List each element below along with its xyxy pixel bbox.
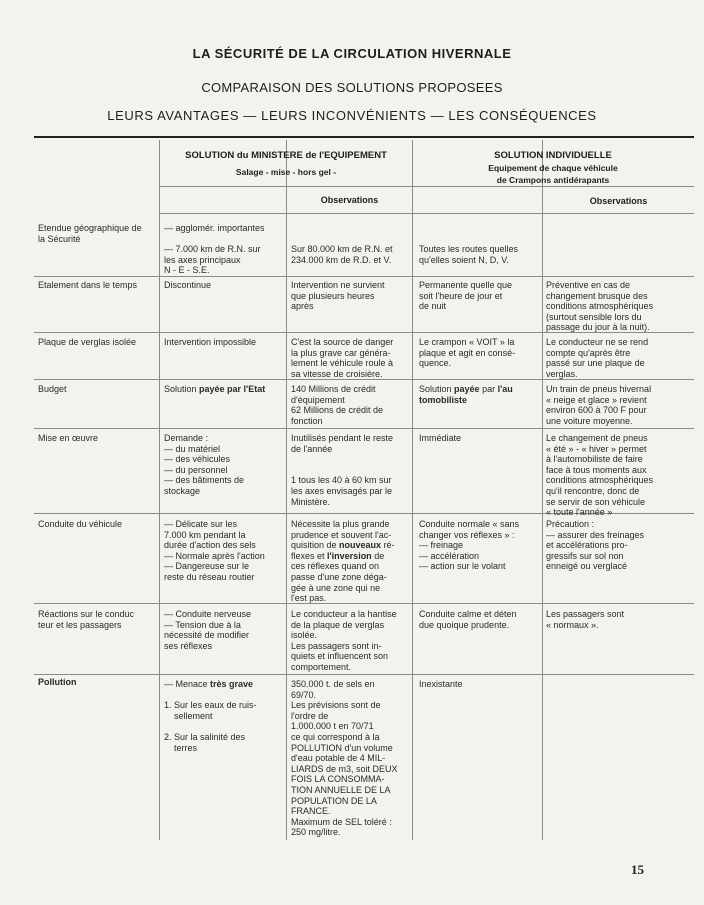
cell-obs-ministere: 350.000 t. de sels en 69/70. Les prévisions sont de l'ordre de 1.000.000 t en 70/71 ce qui correspond à la POLLUTION d'un volume d'eau potable de 4 MIL- LIARDS de m3, soit DEUX FOIS LA CONSOMMA- TION ANNUELLE DE LA POPULATION DE LA FRANCE. Maximum de SEL toléré : 250 mg/litre.: [291, 679, 398, 838]
cell-obs-individuelle: Le changement de pneus « été » - « hiver » permet à l'automobiliste de faire face à tous moments aux conditions atmosphériques qu'il rencontre, donc de se servir de son véhicule « toute l'année »: [546, 433, 654, 518]
cell-ministere: — agglomér. importantes — 7.000 km de R.N. sur les axes principaux N - E - S.E.: [164, 223, 265, 276]
cell-obs-ministere: Le conducteur a la hantise de la plaque de verglas isolée. Les passagers sont in- quiets et influencent son comportement.: [291, 609, 397, 672]
cell-ministere: — Délicate sur les 7.000 km pendant la durée d'action des sels — Normale après l'action — Dangereuse sur le reste du réseau routier: [164, 519, 265, 582]
cell-individuelle: Inexistante: [419, 679, 463, 689]
cell-ministere: Discontinue: [164, 280, 212, 290]
row-label: Etendue géographique de la Sécurité: [38, 223, 142, 244]
column-divider: [159, 140, 160, 840]
cell-obs-individuelle: Le conducteur ne se rend compte qu'après être passé sur une plaque de verglas.: [546, 337, 649, 379]
row-label: Réactions sur le conduc teur et les passagers: [38, 609, 135, 630]
row-label: Mise en œuvre: [38, 433, 99, 443]
cell-obs-ministere: Intervention ne survient que plusieurs heures après: [291, 280, 385, 312]
header-ministere: [160, 150, 412, 178]
page-subtitle-2: LEURS AVANTAGES — LEURS INCONVÉNIENTS — LES CONSÉQUENCES: [107, 108, 597, 123]
cell-obs-ministere: 140 Millions de crédit d'équipement 62 Millions de crédit de fonction: [291, 384, 384, 426]
cell-individuelle: Solution payée par l'au tomobiliste: [419, 384, 513, 405]
header-ministere-title: SOLUTION du MINISTERE de l'EQUIPEMENT: [185, 150, 387, 161]
row-label: Conduite du véhicule: [38, 519, 123, 529]
cell-obs-ministere: Nécessite la plus grande prudence et souvent l'ac- quisition de nouveaux ré- flexes et l'inversion de ces réflexes quand on passe d'une zone déga- gée à une zone qui ne l'est pas.: [291, 519, 395, 604]
cell-obs-ministere: Inutilisés pendant le reste de l'année 1 tous les 40 à 60 km sur les axes envisagés par le Ministère.: [291, 433, 394, 507]
subheader-rule: [160, 213, 694, 214]
row-rule: [34, 428, 694, 429]
cell-individuelle: Conduite calme et déten due quoique prudente.: [419, 609, 517, 630]
cell-obs-ministere: C'est la source de danger la plus grave car généra- lement le véhicule roule à sa vitesse de croisière.: [291, 337, 394, 379]
page-subtitle: COMPARAISON DES SOLUTIONS PROPOSEES: [201, 80, 503, 95]
cell-obs-individuelle: Un train de pneus hivernal « neige et glace » revient environ 600 à 700 F pour une voiture moyenne.: [546, 384, 652, 426]
cell-individuelle: Le crampon « VOIT » la plaque et agit en consé- quence.: [419, 337, 516, 369]
row-label: Pollution: [38, 677, 77, 687]
cell-obs-individuelle: Les passagers sont « normaux ».: [546, 609, 625, 630]
cell-ministere: — Conduite nerveuse — Tension due à la nécessité de modifier ses réflexes: [164, 609, 252, 651]
page-number: 15: [631, 862, 644, 877]
header-individuelle: [413, 150, 693, 186]
cell-individuelle: Immédiate: [419, 433, 462, 443]
cell-obs-individuelle: Précaution : — assurer des freinages et accélérations pro- gressifs sur sol non enneigé ou verglacé: [546, 519, 645, 572]
row-label: Budget: [38, 384, 67, 394]
column-divider: [412, 140, 413, 840]
cell-ministere: Intervention impossible: [164, 337, 257, 347]
top-rule: [34, 136, 694, 138]
cell-ministere: Solution payée par l'Etat: [164, 384, 266, 394]
cell-individuelle: Conduite normale « sans changer vos réflexes » : — freinage — accélération — action sur le volant: [419, 519, 520, 572]
cell-ministere: Demande : — du matériel — des véhicules — du personnel — des bâtiments de stockage: [164, 433, 245, 496]
observations-header-ministere: Observations: [320, 195, 379, 205]
row-label: Plaque de verglas isolée: [38, 337, 137, 347]
cell-obs-ministere: Sur 80.000 km de R.N. et 234.000 km de R.D. et V.: [291, 244, 393, 265]
page-title: LA SÉCURITÉ DE LA CIRCULATION HIVERNALE: [192, 46, 512, 61]
row-rule: [34, 276, 694, 277]
header-ministere-subtitle: Salage - mise - hors gel -: [235, 167, 337, 177]
column-divider: [286, 140, 287, 840]
row-label: Etalement dans le temps: [38, 280, 138, 290]
header-individuelle-title: SOLUTION INDIVIDUELLE: [494, 150, 612, 161]
header-rule: [160, 186, 694, 187]
cell-ministere: — Menace très grave 1. Sur les eaux de ruis- sellement 2. Sur la salinité des terres: [164, 679, 257, 753]
header-individuelle-subtitle: Equipement de chaque véhicule de Crampons antidérapants: [488, 163, 618, 185]
cell-individuelle: Toutes les routes quelles qu'elles soient N, D, V.: [419, 244, 519, 265]
cell-obs-individuelle: Préventive en cas de changement brusque des conditions atmosphériques (surtout sensible lors du passage du jour à la nuit).: [546, 280, 654, 333]
column-divider: [542, 140, 543, 840]
row-rule: [34, 674, 694, 675]
observations-header-individuelle: Observations: [589, 196, 648, 206]
cell-individuelle: Permanente quelle que soit l'heure de jour et de nuit: [419, 280, 513, 312]
